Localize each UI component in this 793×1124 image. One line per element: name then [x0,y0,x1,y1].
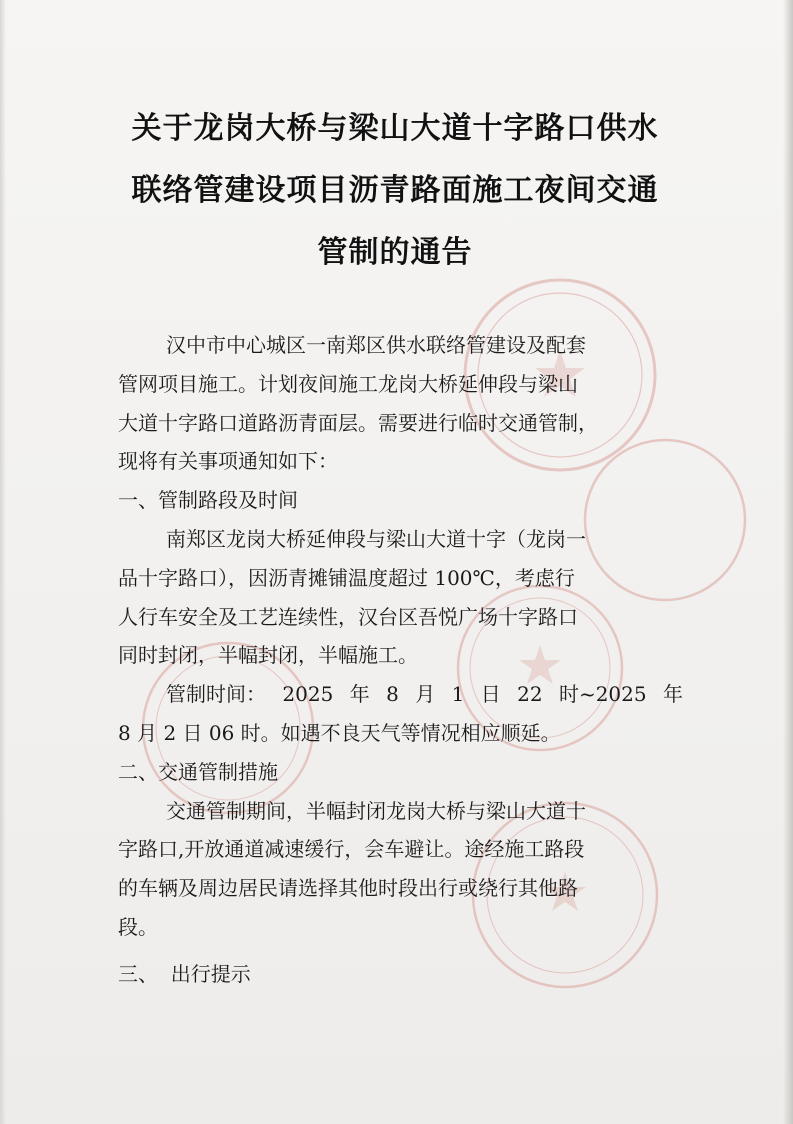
section-1-line: 南郑区龙岗大桥延伸段与梁山大道十字（龙岗一 [166,526,586,551]
notice-body [118,326,683,994]
time-part: 年 [663,682,683,707]
section-1-line: 人行车安全及工艺连续性，汉台区吾悦广场十字路口 [118,604,578,629]
time-part: 年 [349,682,370,707]
intro-line: 现将有关事项通知如下： [118,449,338,474]
section-2-heading: 二、交通管制措施 [118,759,278,784]
title-line-3: 管制的通告 [317,235,473,270]
notice-title [60,98,730,284]
time-part: 2025 [282,682,334,707]
intro-line: 大道十字路口道路沥青面层。需要进行临时交通管制， [118,410,598,435]
section-1-heading: 一、管制路段及时间 [118,488,298,513]
section-2-line: 字路口,开放通道减速缓行，会车避让。途经施工路段 [118,837,585,862]
intro-line: 管网项目施工。计划夜间施工龙岗大桥延伸段与梁山 [118,371,578,396]
section-1-line: 品十字路口），因沥青摊铺温度超过 100℃，考虑行 [118,565,575,590]
section-2-line: 段。 [118,914,158,939]
section-1-line: 同时封闭，半幅封闭，半幅施工。 [118,643,418,668]
section-2-line: 的车辆及周边居民请选择其他时段出行或绕行其他路 [118,876,578,901]
control-time-line-2: 8 月 2 日 06 时。如遇不良天气等情况相应顺延。 [118,720,561,745]
time-part: 22 [517,682,543,707]
title-line-1: 关于龙岗大桥与梁山大道十字路口供水 [131,111,659,146]
time-part: 8 [386,682,399,707]
section-2-line: 交通管制期间，半幅封闭龙岗大桥与梁山大道十 [166,798,586,823]
time-part: 时~2025 [558,682,647,707]
time-part: 1 [451,682,465,707]
section-3-heading: 三、 出行提示 [118,961,251,986]
scan-edge-right [783,0,793,1124]
title-line-2: 联络管建设项目沥青路面施工夜间交通 [131,173,659,208]
control-time-line [118,675,683,714]
time-part: 管制时间： [166,682,266,707]
time-part: 月 [415,682,436,707]
time-part: 日 [480,682,501,707]
scan-edge-left [0,0,6,1124]
intro-line: 汉中市中心城区一南郑区供水联络管建设及配套 [166,333,586,357]
